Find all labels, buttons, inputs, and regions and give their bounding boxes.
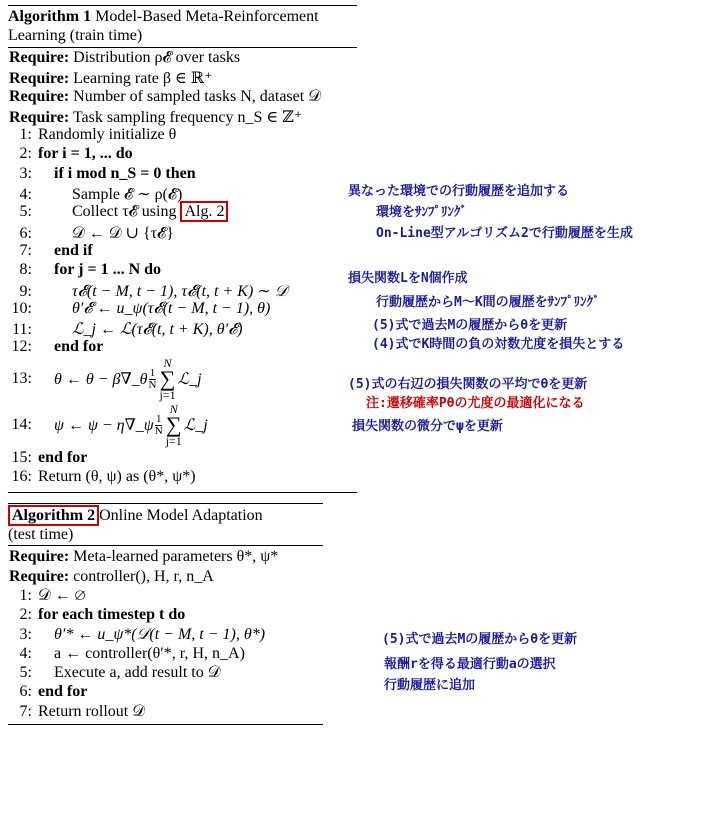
alg1-require-4: Require: Task sampling frequency n_S ∈ ℤ⁺ (9, 109, 303, 126)
annotation-append-history: 異なった環境での行動履歴を追加する (348, 184, 570, 199)
annotation-sample-env: 環境をｻﾝﾌﾟﾘﾝｸﾞ (376, 205, 468, 220)
alg2-require-1: Require: Meta-learned parameters θ*, ψ* (9, 548, 279, 565)
alg2-bottom-rule (8, 724, 323, 725)
alg1-title (8, 7, 319, 26)
alg2-line-7: 7: Return rollout 𝒟 (19, 703, 145, 720)
annotation-likelihood-note: 注:遷移確率Pθの尤度の最適化になる (366, 396, 585, 411)
alg2-title-text: Online Model Adaptation (99, 507, 263, 524)
alg1-line-8: 8: for j = 1 ... N do (19, 261, 162, 278)
alg1-line-14-sum: N ∑ j=1 (165, 402, 182, 448)
annotation-alg2-update-theta: (5)式で過去Mの履歴からθを更新 (382, 632, 578, 647)
alg1-line-10: 10: θ′𝓔 ← u_ψ(τ𝓔(t − M, t − 1), θ) (11, 300, 271, 317)
annotation-select-action: 報酬rを得る最適行動aの選択 (384, 657, 556, 672)
annotation-add-history: 行動履歴に追加 (384, 678, 476, 693)
alg2-line-3: 3: θ′* ← u_ψ*(𝒟(t − M, t − 1), θ*) (19, 626, 266, 643)
alg1-line-4: 4: Sample 𝓔 ∼ ρ(𝓔) (19, 186, 183, 203)
alg2-title-line2: (test time) (8, 526, 74, 543)
alg2-top-rule (8, 503, 323, 504)
alg2-title (8, 506, 263, 525)
alg1-require-2: Require: Learning rate β ∈ ℝ⁺ (9, 70, 213, 87)
alg1-line-13-sum: N ∑ j=1 (159, 356, 176, 402)
alg2-header-rule (8, 545, 323, 546)
alg1-header-rule (8, 47, 357, 48)
alg1-line-2: 2: for i = 1, ... do (19, 145, 133, 162)
alg2-reference-link[interactable]: Alg. 2 (180, 201, 228, 222)
alg1-require-1: Require: Distribution ρ𝓔 over tasks (9, 49, 241, 66)
annotation-nll-loss: (4)式でK時間の負の対数尤度を損失とする (372, 337, 625, 352)
alg2-line-2: 2: for each timestep t do (19, 606, 186, 623)
alg1-line-3: 3: if i mod n_S = 0 then (19, 165, 196, 182)
alg2-line-4: 4: a ← controller(θ′*, r, H, n_A) (19, 645, 245, 662)
alg1-title-text: Model-Based Meta-Reinforcement (95, 8, 319, 25)
alg1-line-11: 11: ℒ_j ← ℒ(τ𝓔(t, t + K), θ′𝓔) (12, 321, 243, 338)
alg2-title-label: Algorithm 2 (8, 505, 99, 526)
alg1-require-3: Require: Number of sampled tasks N, dataset 𝒟 (9, 88, 321, 105)
alg1-line-16: 16: Return (θ, ψ) as (θ*, ψ*) (11, 468, 196, 485)
alg1-title-label: Algorithm 1 (8, 8, 92, 25)
alg1-line-1: 1: Randomly initialize θ (19, 126, 177, 143)
alg2-line-1: 1: 𝒟 ← ∅ (19, 587, 86, 604)
alg1-line-7: 7: end if (19, 242, 93, 259)
alg1-line-14-fraction: $\frac{1}{N}$ (154, 412, 163, 437)
annotation-mean-loss-update: (5)式の右辺の損失関数の平均でθを更新 (348, 377, 588, 392)
annotation-sample-range: 行動履歴からM～K間の履歴をｻﾝﾌﾟﾘﾝｸﾞ (376, 295, 600, 310)
alg1-line-13: 13: θ ← θ − β∇_θ $\frac{1}{N}$ N ∑ j=1 ℒ_j (11, 356, 202, 402)
alg1-line-5: 5: Collect τ𝓔 using Alg. 2 (8, 203, 228, 221)
alg2-line-5: 5: Execute a, add result to 𝒟 (19, 664, 221, 681)
alg1-line-14: 14: ψ ← ψ − η∇_ψ $\frac{1}{N}$ N ∑ j=1 ℒ_j (11, 402, 208, 448)
annotation-generate-history: On-Line型アルゴリズム2で行動履歴を生成 (376, 226, 633, 241)
alg1-line-15: 15: end for (11, 449, 88, 466)
alg1-bottom-rule (8, 492, 357, 493)
alg1-line-13-fraction: $\frac{1}{N}$ (148, 366, 157, 391)
alg2-line-6: 6: end for (19, 683, 88, 700)
alg1-line-6: 6: 𝒟 ← 𝒟 ∪ {τ𝓔} (19, 225, 174, 242)
alg1-title-line2: Learning (train time) (8, 27, 143, 44)
alg1-line-9: 9: τ𝓔(t − M, t − 1), τ𝓔(t, t + K) ∼ 𝒟 (19, 283, 288, 300)
annotation-update-theta-eq5: (5)式で過去Mの履歴からθを更新 (372, 318, 568, 333)
alg1-line-12: 12: end for (11, 338, 104, 355)
alg1-top-rule (8, 5, 357, 6)
annotation-create-losses: 損失関数LをN個作成 (348, 271, 468, 286)
alg2-require-2: Require: controller(), H, r, n_A (9, 568, 214, 585)
annotation-update-psi: 損失関数の微分でψを更新 (352, 419, 503, 434)
